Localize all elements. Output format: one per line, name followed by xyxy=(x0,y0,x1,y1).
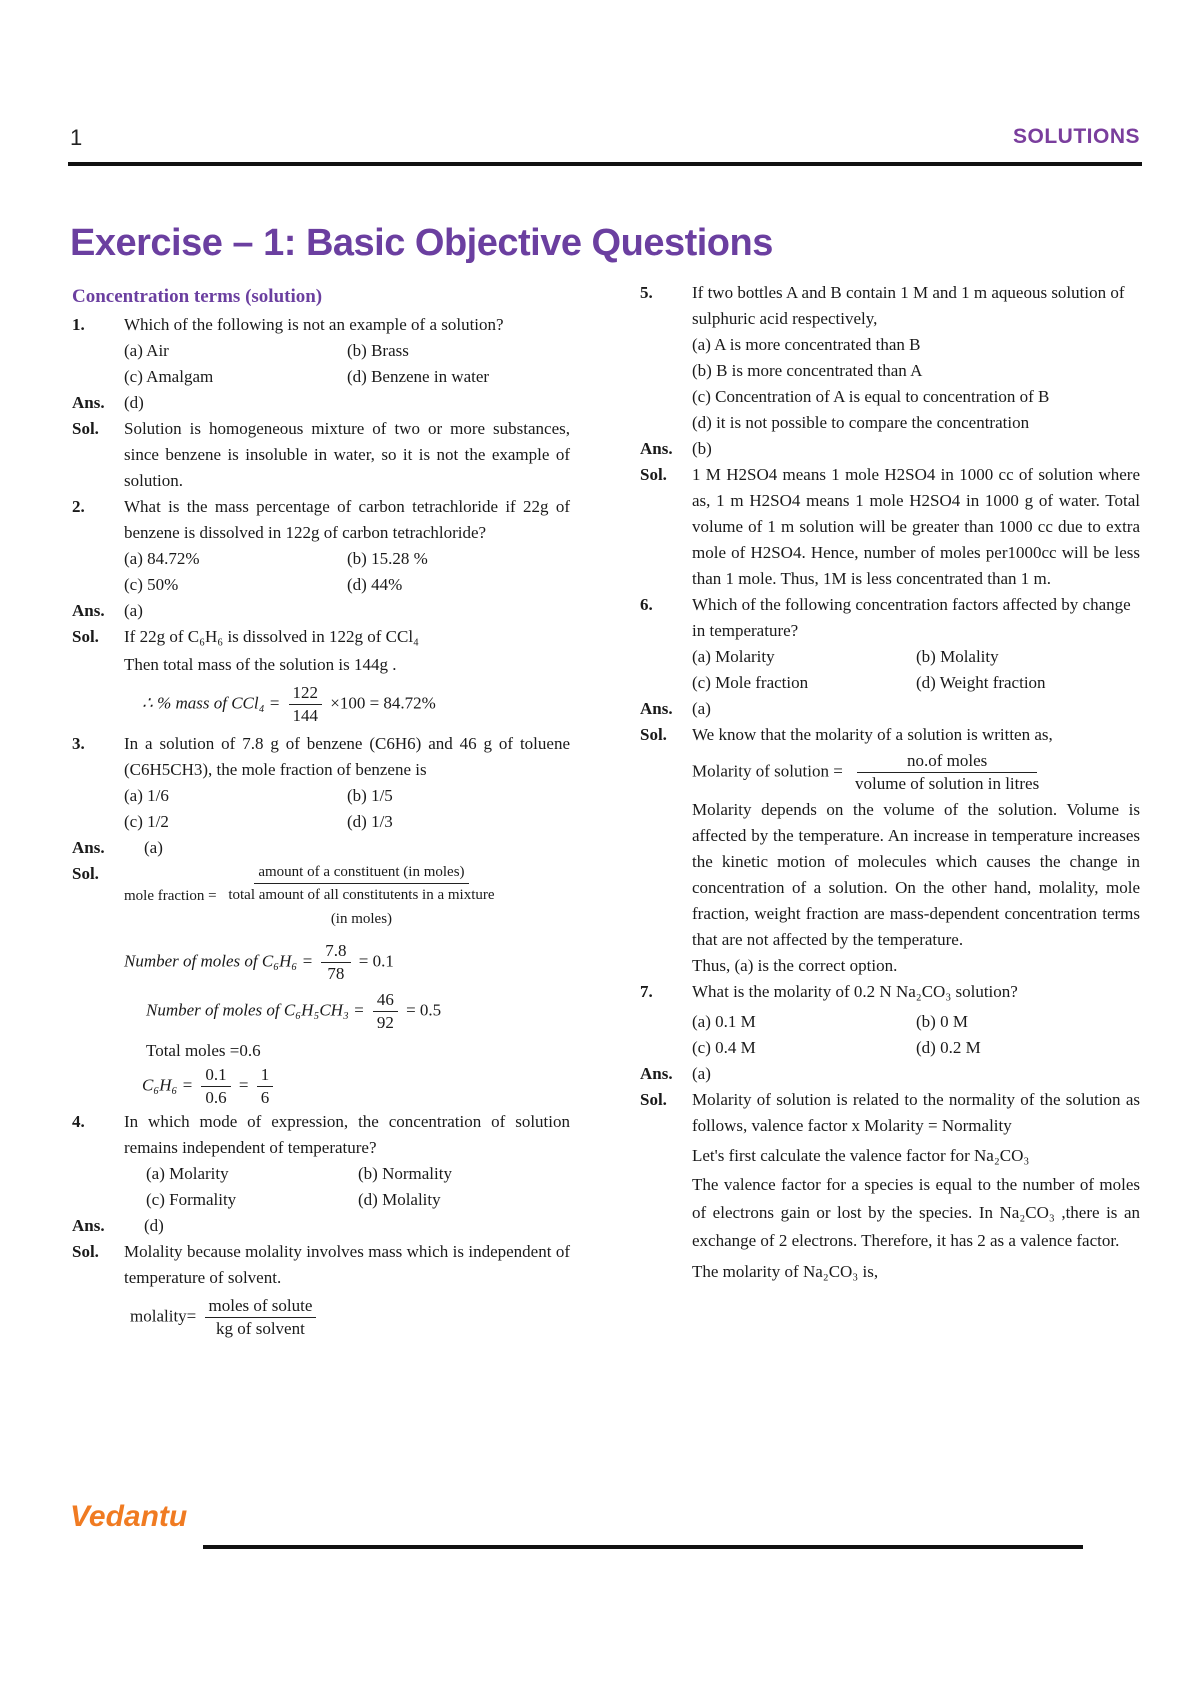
page-title: Exercise – 1: Basic Objective Questions xyxy=(70,222,773,264)
option-b: (b) Molality xyxy=(916,647,999,666)
solution xyxy=(72,861,570,932)
option-text: (a) A is more concentrated than B xyxy=(692,335,921,354)
equation-left: ∴ % mass of CCl₄ = xyxy=(142,693,281,713)
answer-value: (a) xyxy=(692,699,711,718)
equation xyxy=(640,750,1140,795)
option-d: (d) 44% xyxy=(347,575,403,594)
answer xyxy=(72,1213,570,1239)
question-number: 6. xyxy=(640,595,653,614)
equation: C₆H₆ = $\frac{0.1}{0.6}$ = $\frac{1}{6}$ xyxy=(72,1064,570,1109)
solution-label: Sol. xyxy=(72,627,99,646)
option-a: (a) Air xyxy=(124,341,169,360)
option-b: (b) Normality xyxy=(358,1164,452,1183)
answer xyxy=(72,598,570,624)
solution-label: Sol. xyxy=(72,1242,99,1261)
answer-label: Ans. xyxy=(72,393,105,412)
answer-value: (a) xyxy=(124,601,143,620)
option-a: (a) 84.72% xyxy=(124,549,200,568)
option-b: (b) 0 M xyxy=(916,1012,968,1031)
solution-line xyxy=(72,652,570,678)
denominator: 92 xyxy=(376,1013,394,1032)
question-number: 4. xyxy=(72,1112,85,1131)
numerator: no.of moles xyxy=(857,750,1037,773)
equation xyxy=(72,989,570,1034)
header-rule xyxy=(68,162,1142,166)
answer-label: Ans. xyxy=(72,601,105,620)
numerator: 0.1 xyxy=(201,1064,230,1087)
question-2 xyxy=(72,494,570,546)
equation-left: Molarity of solution = xyxy=(692,761,843,781)
total-text: Total moles =0.6 xyxy=(146,1041,261,1060)
option-a: (a) 0.1 M xyxy=(692,1012,756,1031)
option-a: (a) Molarity xyxy=(146,1164,229,1183)
equation-left: Number of moles of C₆H₆ = xyxy=(124,951,314,971)
options xyxy=(72,783,570,835)
solution-paragraph xyxy=(640,1171,1140,1255)
equation-left: molality= xyxy=(130,1306,197,1326)
equation-right: = 0.5 xyxy=(406,1000,442,1020)
numerator: amount of a constituent (in moles) xyxy=(254,861,468,884)
option-c: (c) Mole fraction xyxy=(692,673,809,692)
answer xyxy=(640,1061,1140,1087)
left-column xyxy=(72,284,570,1344)
options xyxy=(640,644,1140,696)
question-text: What is the mass percentage of carbon tetrachloride if 22g of benzene is dissolved in 122g of carbon tetrachloride? xyxy=(124,497,570,542)
solution-line: We know that the molarity of a solution is written as, xyxy=(692,725,1053,744)
question-text: In which mode of expression, the concentration of solution remains independent of temperature? xyxy=(124,1112,570,1157)
solution-line xyxy=(640,1143,1140,1169)
option-c: (c) Formality xyxy=(146,1190,237,1209)
solution-text: 1 M H2SO4 means 1 mole H2SO4 in 1000 cc of solution where as, 1 m H2SO4 means 1 mole H2SO4 in 1000 g of water. Total volume of 1 m solution will be greater than 1000 cc due to extra mole of H2SO4. Hence, number of moles per1000cc will be less than 1 mole. Thus, 1M is less concentrated than 1 m. xyxy=(692,465,1140,588)
option-d xyxy=(640,410,1140,436)
footer-rule xyxy=(203,1545,1083,1549)
section-subheading: Concentration terms (solution) xyxy=(72,286,323,307)
option-d: (d) Benzene in water xyxy=(347,367,490,386)
answer xyxy=(640,436,1140,462)
option-c: (c) 50% xyxy=(124,575,179,594)
answer-label: Ans. xyxy=(640,439,673,458)
denominator: volume of solution in litres xyxy=(855,774,1040,793)
numerator: 1 xyxy=(257,1064,274,1087)
option-d: (d) 1/3 xyxy=(347,812,393,831)
solution-label: Sol. xyxy=(72,864,99,883)
option-c: (c) 0.4 M xyxy=(692,1038,756,1057)
solution-text: Molarity depends on the volume of the solution. Volume is affected by the temperature. An increase in temperature increases the kinetic motion of molecules which causes the change in concentration of a solution. On the other hand, molality, mole fraction, weight fraction are mass-dependent concentration terms that are not affected by the temperature. xyxy=(692,800,1140,949)
question-6 xyxy=(640,592,1140,644)
section-name: SOLUTIONS xyxy=(1012,125,1140,148)
solution-conclusion xyxy=(640,953,1140,979)
equation-right: ×100 = 84.72% xyxy=(330,693,436,713)
option-a: (a) 1/6 xyxy=(124,786,169,805)
option-b: (b) 1/5 xyxy=(347,786,393,805)
fraction xyxy=(851,750,1043,795)
question-text: Which of the following concentration factors affected by change in temperature? xyxy=(692,595,1131,640)
fraction xyxy=(257,1064,274,1109)
solution-line xyxy=(640,1259,1140,1285)
option-text: (c) Concentration of A is equal to concentration of B xyxy=(692,387,1050,406)
question-3 xyxy=(72,731,570,783)
numerator: moles of solute xyxy=(205,1295,317,1318)
answer-value: (d) xyxy=(144,1216,164,1235)
numerator: 46 xyxy=(373,989,398,1012)
solution-text: The valence factor for a species is equal to the number of moles of electrons gain or lost by the species. In Na₂CO₃ ,there is an exchange of 2 electrons. Therefore, it has 2 as a valence factor. xyxy=(692,1175,1140,1250)
question-text: In a solution of 7.8 g of benzene (C6H6) and 46 g of toluene (C6H5CH3), the mole fraction of benzene is xyxy=(124,734,570,779)
options xyxy=(72,338,570,390)
total-moles xyxy=(72,1038,570,1064)
solution xyxy=(640,722,1140,748)
fraction xyxy=(205,1295,317,1340)
numerator: 122 xyxy=(289,682,323,705)
equation xyxy=(72,940,570,985)
solution-text: Thus, (a) is the correct option. xyxy=(692,956,898,975)
solution xyxy=(640,462,1140,592)
question-number: 1. xyxy=(72,315,85,334)
option-text: (d) it is not possible to compare the concentration xyxy=(692,413,1030,432)
option-d: (d) 0.2 M xyxy=(916,1038,981,1057)
question-7 xyxy=(640,979,1140,1005)
denominator: 78 xyxy=(327,964,345,983)
page-header xyxy=(70,125,1140,165)
solution-text: Let's first calculate the valence factor for Na₂CO₃ xyxy=(692,1146,1030,1165)
denominator: kg of solvent xyxy=(216,1319,305,1338)
solution-text: Molarity of solution is related to the normality of the solution as follows, valence factor x Molarity = Normality xyxy=(692,1090,1140,1135)
fraction xyxy=(373,989,398,1034)
solution-line: If 22g of C₆H₆ is dissolved in 122g of CCl₄ xyxy=(124,627,419,646)
question-text: If two bottles A and B contain 1 M and 1 m aqueous solution of sulphuric acid respectively, xyxy=(692,283,1125,328)
page-number: 1 xyxy=(70,125,83,150)
right-column xyxy=(640,280,1140,1285)
solution-text: Solution is homogeneous mixture of two or more substances, since benzene is insoluble in water, so it is not the example of solution. xyxy=(124,419,570,490)
solution-label: Sol. xyxy=(640,1090,667,1109)
fraction xyxy=(289,682,323,727)
solution xyxy=(72,1239,570,1291)
equation-left: mole fraction = xyxy=(124,887,217,904)
solution-label: Sol. xyxy=(72,419,99,438)
question-number: 3. xyxy=(72,734,85,753)
equation-left: C₆H₆ = xyxy=(142,1075,194,1095)
option-a xyxy=(640,332,1140,358)
answer-label: Ans. xyxy=(640,1064,673,1083)
equation-right: = 0.1 xyxy=(358,951,394,971)
options xyxy=(72,546,570,598)
denominator: total amount of all constitutents in a mixture xyxy=(228,887,495,903)
fraction xyxy=(321,940,350,985)
solution-label: Sol. xyxy=(640,725,667,744)
brand-logo: Vedantu xyxy=(70,1500,188,1533)
fraction xyxy=(201,1064,230,1109)
answer xyxy=(72,835,570,861)
question-text: What is the molarity of 0.2 N Na₂CO₃ solution? xyxy=(692,982,1018,1001)
option-d: (d) Molality xyxy=(358,1190,441,1209)
option-a: (a) Molarity xyxy=(692,647,775,666)
option-b: (b) Brass xyxy=(347,341,409,360)
answer xyxy=(72,390,570,416)
answer-value: (a) xyxy=(144,838,163,857)
option-c: (c) Amalgam xyxy=(124,367,214,386)
question-4 xyxy=(72,1109,570,1161)
answer-value: (d) xyxy=(124,393,144,412)
question-number: 7. xyxy=(640,982,653,1001)
question-text: Which of the following is not an example of a solution? xyxy=(124,315,504,334)
numerator: 7.8 xyxy=(321,940,350,963)
equation xyxy=(72,1295,570,1340)
fraction xyxy=(224,861,498,932)
solution xyxy=(640,1087,1140,1139)
answer xyxy=(640,696,1140,722)
denominator-unit: (in moles) xyxy=(330,911,393,927)
answer-label: Ans. xyxy=(72,1216,105,1235)
solution-paragraph xyxy=(640,797,1140,953)
solution-text: The molarity of Na₂CO₃ is, xyxy=(692,1262,879,1281)
solution-text: Molality because molality involves mass which is independent of temperature of solvent. xyxy=(124,1242,570,1287)
option-text: (b) B is more concentrated than A xyxy=(692,361,923,380)
options xyxy=(72,1161,570,1213)
option-c xyxy=(640,384,1140,410)
denominator: 144 xyxy=(292,706,318,725)
answer-label: Ans. xyxy=(640,699,673,718)
question-number: 5. xyxy=(640,283,653,302)
option-b: (b) 15.28 % xyxy=(347,549,428,568)
solution xyxy=(72,416,570,494)
answer-value: (b) xyxy=(692,439,712,458)
question-1 xyxy=(72,312,570,338)
answer-label: Ans. xyxy=(72,838,105,857)
solution-line: Then total mass of the solution is 144g . xyxy=(124,655,397,674)
solution-label: Sol. xyxy=(640,465,667,484)
answer-value: (a) xyxy=(692,1064,711,1083)
equation xyxy=(72,682,570,727)
option-c: (c) 1/2 xyxy=(124,812,169,831)
denominator: 0.6 xyxy=(205,1088,227,1107)
equation-left: Number of moles of C₆H₅CH₃ = xyxy=(146,1000,365,1020)
denominator: 6 xyxy=(260,1088,270,1107)
question-5 xyxy=(640,280,1140,332)
option-b xyxy=(640,358,1140,384)
question-number: 2. xyxy=(72,497,85,516)
solution xyxy=(72,624,570,650)
options xyxy=(640,1009,1140,1061)
option-d: (d) Weight fraction xyxy=(916,673,1046,692)
